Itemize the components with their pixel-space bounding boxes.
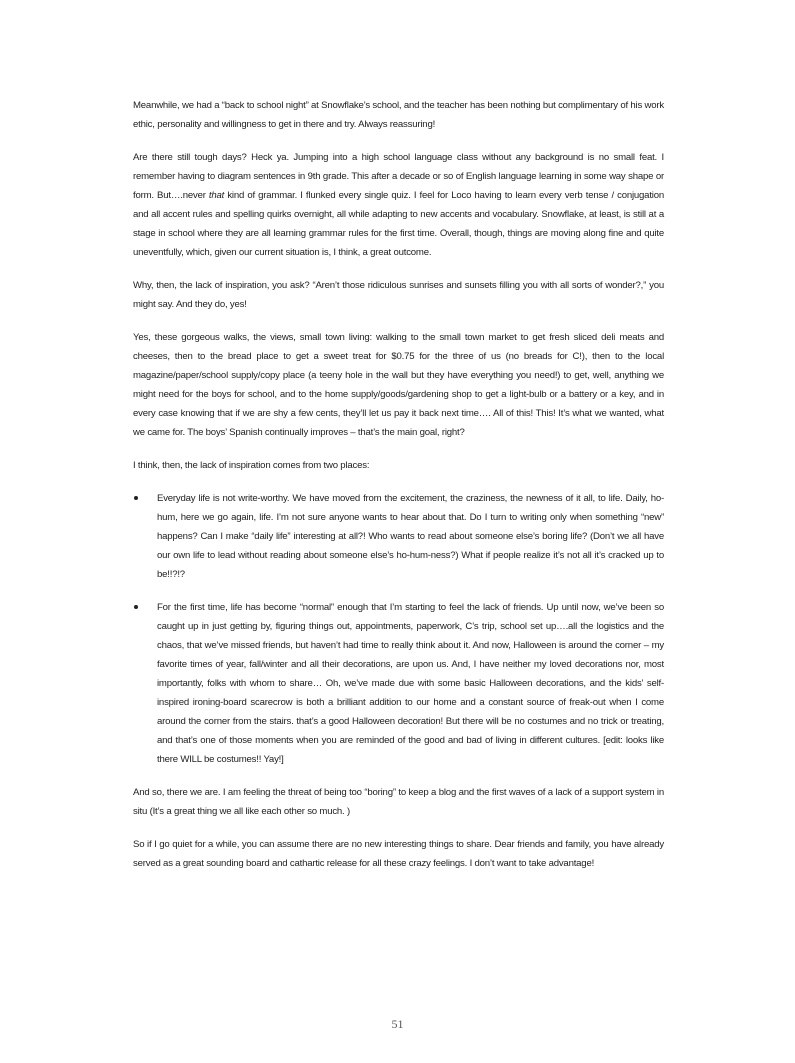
list-item [133, 598, 664, 769]
paragraph-so-there-we-are: And so, there we are. I am feeling the threat of being too “boring” to keep a blog and the first waves of a lack of a support system in situ (It’s a great thing we all like each other so much. ) [133, 787, 664, 817]
list-item [133, 489, 664, 584]
bullet-list [133, 489, 664, 769]
emphasis-that: that [208, 190, 225, 201]
bullet-icon [134, 605, 138, 609]
paragraph-go-quiet: So if I go quiet for a while, you can assume there are no new interesting things to share. Dear friends and family, you have already served as a great sounding board and cathartic release for all these crazy feelings. I don’t want to take advantage! [133, 839, 664, 869]
paragraph-tough-days [133, 148, 664, 262]
bullet-icon [134, 496, 138, 500]
page-number: 51 [391, 1017, 404, 1031]
list-item-text: Everyday life is not write-worthy. We have moved from the excitement, the craziness, the newness of it all, to life. Daily, ho-hum, here we go again, life. I’m not sure anyone wants to hear about that. Do I turn to writing only when something “new” happens? Can I make “daily life” interesting at all?! Who wants to read about someone else’s boring life? (Don’t we all have our own life to lead without reading about someone else’s ho-hum-ness?) What if people realize it’s not all it’s cracked up to be!!?!? [157, 493, 664, 580]
list-item-text: For the first time, life has become “normal” enough that I’m starting to feel the lack of friends. Up until now, we’ve been so caught up in just getting by, figuring things out, appointments, paperwork, C’s trip, school set up….all the logistics and the chaos, that we’ve missed friends, but haven’t had time to really think about it. And now, Halloween is around the corner – my favorite times of year, fall/winter and all their decorations, are upon us. And, I have neither my loved decorations nor, most importantly, folks with whom to share… Oh, we’ve made due with some basic Halloween decorations, and the kids’ self-inspired ironing-board scarecrow is both a brilliant addition to our home and a constant source of freak-out when I come around the corner from the stairs. that’s a good Halloween decoration! But there will be no costumes and no trick or treating, and that’s one of those moments when you are reminded of the good and bad of living in different cultures. [edit: looks like there WILL be costumes!! Yay!] [157, 602, 664, 765]
paragraph-two-places: I think, then, the lack of inspiration comes from two places: [133, 460, 370, 471]
document-body [133, 96, 664, 887]
paragraph-tough-days-end: kind of grammar. I flunked every single quiz. I feel for Loco having to learn every verb tense / conjugation and all accent rules and spelling quirks overnight, all while adapting to new accents and vocabulary. Snowflake, at least, is still at a stage in school where they are all learning grammar rules for the first time. Overall, though, things are moving along fine and quite uneventfully, which, given our current situation is, I think, a great outcome. [133, 190, 664, 258]
paragraph-small-town-living: Yes, these gorgeous walks, the views, small town living: walking to the small town market to get fresh sliced deli meats and cheeses, then to the bread place to get a sweet treat for $0.75 for the three of us (no breads for C!), then to the local magazine/paper/school supply/copy place (a teeny hole in the wall but they have everything you need!) to get, well, anything we might need for the boys for school, and to the home supply/goods/gardening shop to get a light-bulb or a battery or a key, and in every case knowing that if we are shy a few cents, they’ll let us pay it back next time…. All of this! This! It’s what we wanted, what we came for. The boys’ Spanish continually improves – that’s the main goal, right? [133, 332, 664, 438]
paragraph-lack-of-inspiration: Why, then, the lack of inspiration, you ask? “Aren’t those ridiculous sunrises and sunsets filling you with all sorts of wonder?,” you might say. And they do, yes! [133, 280, 664, 310]
paragraph-tough-days-start: Are there still tough days? Heck ya. Jumping into a high school language class without any background is no small feat. I remember having to diagram sentences in 9th grade. This after a decade or so of English language learning in some way shape or form. But….never [133, 152, 664, 201]
paragraph-back-to-school: Meanwhile, we had a “back to school night” at Snowflake’s school, and the teacher has been nothing but complimentary of his work ethic, personality and willingness to get in there and try. Always reassuring! [133, 100, 664, 130]
